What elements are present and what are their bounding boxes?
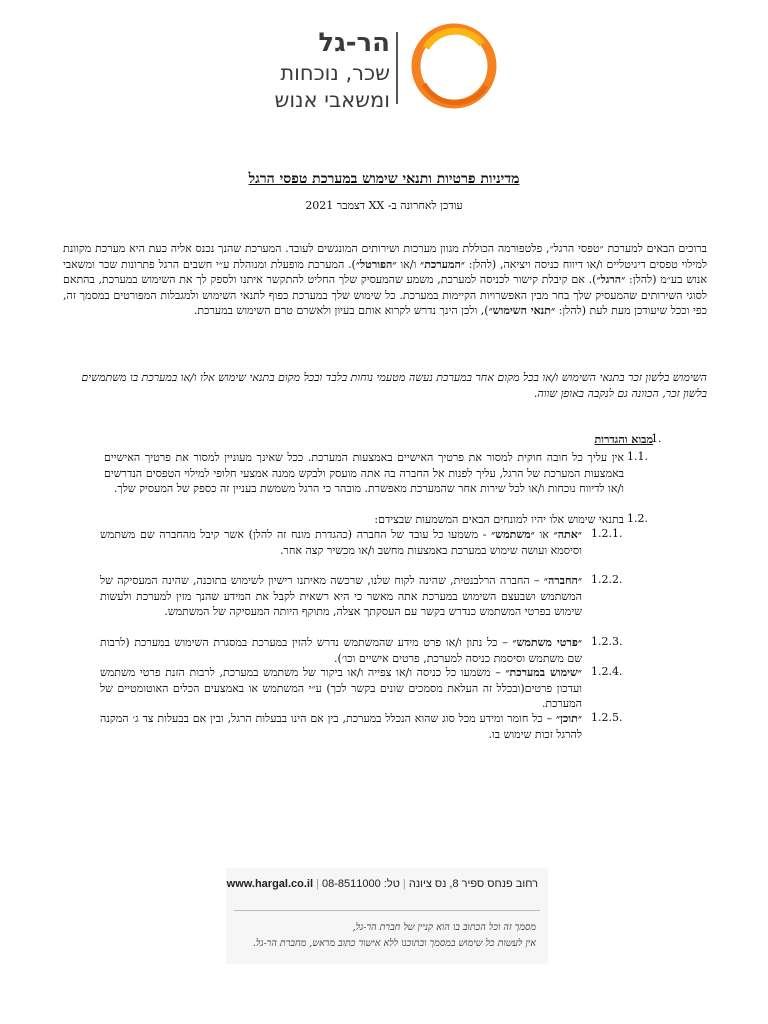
footer-copyright: מסמך זה וכל הכתוב בו הוא קניין של חברת הר-גל, xyxy=(352,922,536,933)
footer-address: רחוב פנחס ספיר 8, נס ציונה xyxy=(408,878,538,890)
logo-name: הר-גל xyxy=(318,28,390,58)
definition-number: 1.2.5. xyxy=(591,711,623,724)
definition-text: ״תוכן״ – כל חומר ומידע מכל סוג שהוא הנכלל במערכת, בין אם הינו בבעלות הרגל, ובין אם בבעלות צד ג׳ המקנה להרגל זכות שימוש בו. xyxy=(100,712,582,741)
clause-number: 1.1. xyxy=(627,450,648,463)
footer-website[interactable]: www.hargal.co.il xyxy=(226,878,314,890)
definition-text: ״אתה״ או ״משתמש״ - משמעו כל עובד של החברה (כהגדרת מונח זה להלן) אשר קיבל מהחברה שם משתמש וסיסמא ועושה שימוש במערכת באמצעות מחשב ו/או מכשיר קצה אחר. xyxy=(100,528,582,557)
footer-divider xyxy=(234,910,540,911)
logo-divider xyxy=(396,32,398,104)
definition-text: ״שימוש במערכת״ – משמעו כל כניסה ו/או צפייה ו/או ביקור של משתמש במערכת, לרבות הזנת פרטי משתמש ועדכון פרטים(ובכלל זה העלאת מסמכים שונים בקשר לכך) ע״י המשתמש או באמצעים הכלים האוטומטיים של המערכת. xyxy=(100,666,582,711)
clause-text: אין עליך כל חובה חוקית למסור את פרטיך האישיים באמצעות המערכת. ככל שאינך מעוניין למסור את פרטיך האישיים באמצעות המערכת של הרגל, עליך לפנות אל החברה בה אתה מועסק ולבקש ממנה אמצעי חלופי למילוי הטפסים הנדרשים ו/או לדיווח נוכחות ו/או לכל שירות אחר שהמערכת מאפשרת. מובהר כי הרגל משמשת בעניין זה כספק של המעסיק שלך. xyxy=(104,451,624,496)
definition-number: 1.2.4. xyxy=(591,665,623,678)
logo-tagline: ומשאבי אנוש xyxy=(274,88,390,112)
section-heading: מבוא והגדרות xyxy=(594,433,653,446)
footer-phone: טל: 08-8511000 xyxy=(322,878,400,890)
clause-text: בתנאי שימוש אלו יהיו למונחים הבאים המשמעות שבצידם: xyxy=(374,513,624,526)
footer-contact: רחוב פנחס ספיר 8, נס ציונה | טל: 08-8511000 | www.hargal.co.il xyxy=(226,878,538,890)
clause-number: 1.2. xyxy=(627,512,648,525)
definition-number: 1.2.2. xyxy=(591,573,623,586)
company-logo xyxy=(264,18,502,116)
definition-text: ״פרטי משתמש״ – כל נתון ו/או פרט מידע שהמשתמש נדרש להזין במערכת במסגרת השימוש במערכת (לרבות שם משתמש וסיסמת כניסה למערכת, פרטים אישיים וכו׳). xyxy=(100,636,582,665)
gender-notice: השימוש בלשון זכר בתנאי השימוש ו/או בכל מקום אחר במערכת נעשה מטעמי נוחות בלבד ובכל מקום בתנאי שימוש אלו ו/או במערכת בו משתמשים בלשון זכר, הכוונה גם לנקבה באופן שווה. xyxy=(81,371,707,400)
footer-copyright: אין לעשות כל שימוש במסמך ובתוכנו ללא אישור כתוב מראש, מחברת הר-גל. xyxy=(252,938,536,949)
definition-number: 1.2.1. xyxy=(591,527,623,540)
document-title: מדיניות פרטיות ותנאי שימוש במערכת טפסי הרגל xyxy=(248,171,520,187)
definition-text: ״החברה״ – החברה הרלבנטית, שהינה לקוח שלנו, שרכשה מאיתנו רישיון לשימוש בתוכנה, שהינה המעסיקה של המשתמש ושבעצם השימוש במערכת אתה מאשר כי היא רשאית לקבל את המידע שהנך מזין למערכת ולעשות שימוש בפרטי המשתמש כנדרש בקשר עם העסקתך אצלה, מתוקף היותה המעסיקה של המשתמש. xyxy=(100,574,582,619)
definition-number: 1.2.3. xyxy=(591,635,623,648)
intro-paragraph: ברוכים הבאים למערכת ״טפסי הרגל״, פלטפורמה הכוללת מגוון מערכות ושירותים המונגשים לעובד. המערכת שהנך נכנס אליה כעת היא מערכת מקוונת למילוי טפסים דיגיטליים ו/או דיווח כניסה ויציאה, (להלן: ״המערכת״ ו/או ״הפורטל״). המערכת מופעלת ומנוהלת ע״י חשבים הרגל פתרונות שכר ומשאבי אנוש בע״מ (להלן: ״הרגל״). אם קיבלת קישור לכניסה למערכת, משמע שהמעסיק שלך החליט להתקשר איתנו ולספק לך את השימוש במערכת, בהתאם לסוגי השירותים שהמעסיק שלך בחר מבין האפשרויות הקיימות במערכת. כל שימוש שלך במערכת כפוף לתנאי השימוש ולמגבלות המפורטים במסמך זה, כפי וככל שיעודכן מעת לעת (להלן: ״תנאי השימוש״), ולכן הינך נדרש לקרוא אותם בעיון ולאשרם טרם השימוש במערכת. xyxy=(63,242,707,318)
section-number: 1. xyxy=(651,432,662,445)
logo-ring-icon xyxy=(406,18,502,114)
logo-tagline: שכר, נוכחות xyxy=(280,61,390,85)
last-updated: עודכן לאחרונה ב- XX דצמבר 2021 xyxy=(305,199,463,212)
page-footer xyxy=(226,868,548,964)
